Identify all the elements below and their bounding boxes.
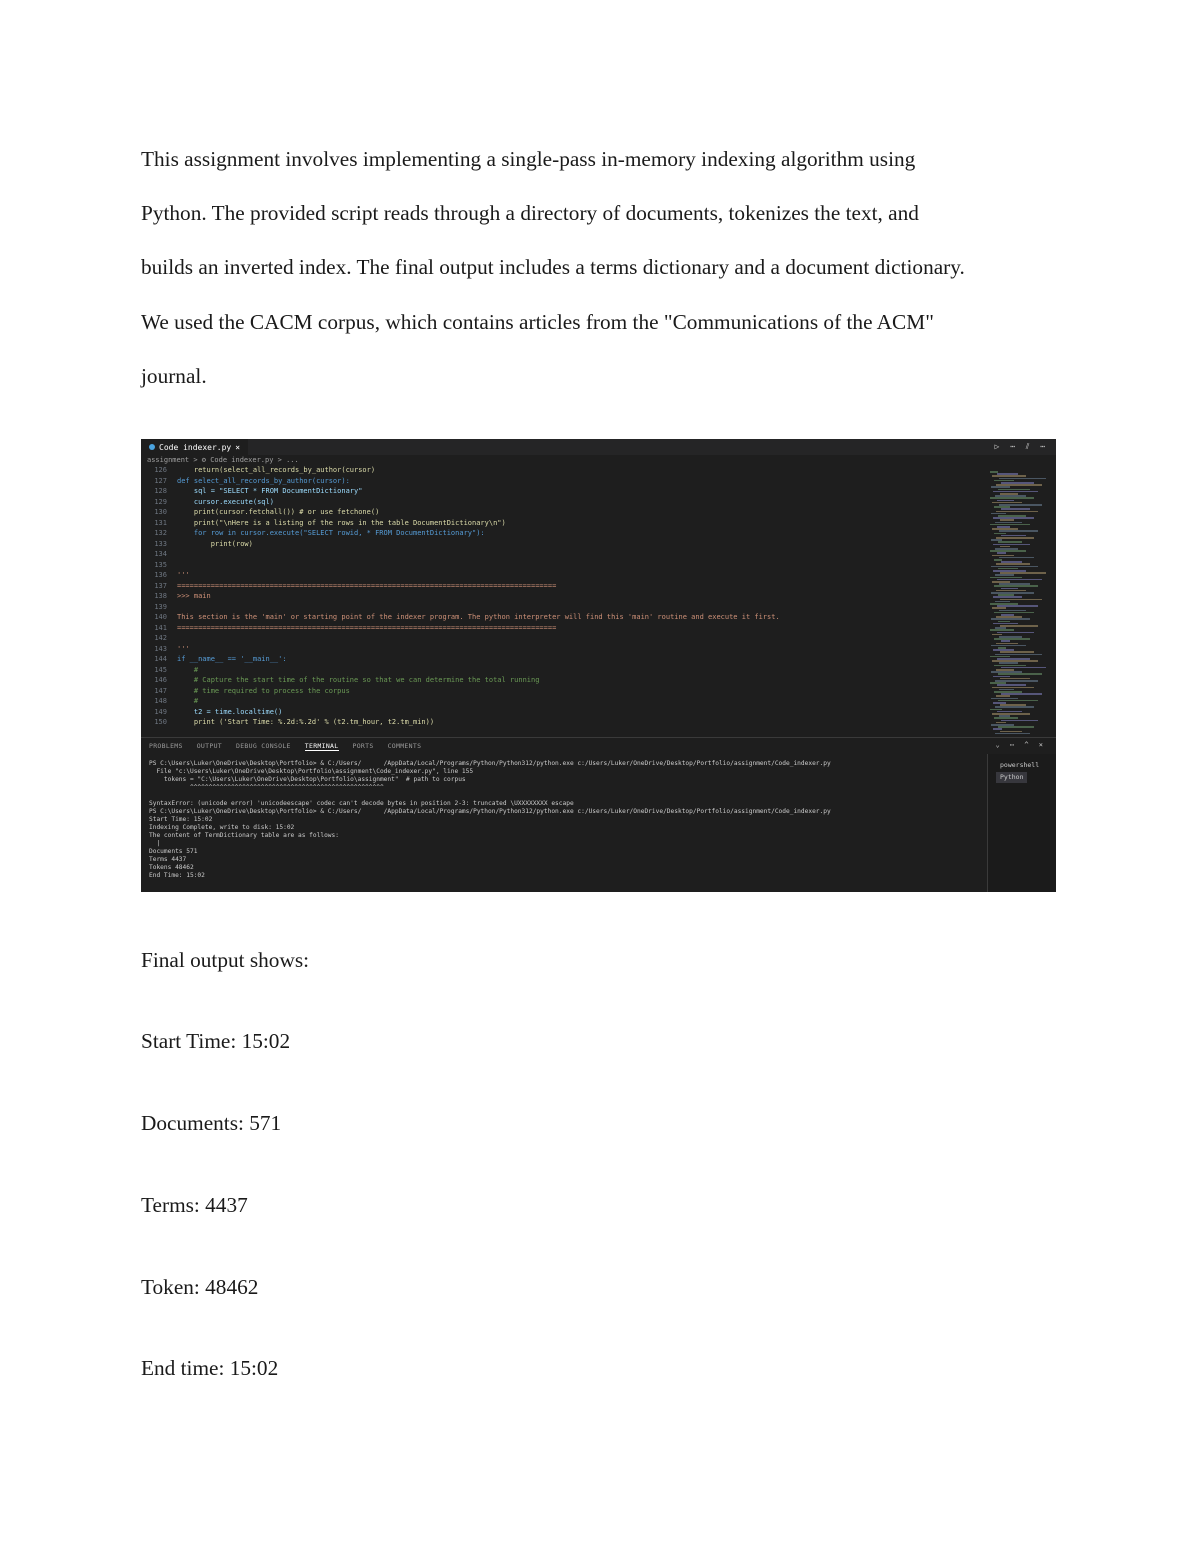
- code-line: print ('Start Time: %.2d:%.2d' % (t2.tm_hour, t2.tm_min)): [177, 718, 435, 726]
- terminal-item-python: Python: [996, 772, 1027, 783]
- line-number: 138: [154, 592, 167, 600]
- terminal-line: ^^^^^^^^^^^^^^^^^^^^^^^^^^^^^^^^^^^^^^^^^^^^^^^^^^^^: [149, 784, 384, 791]
- code-line: cursor.execute(sql): [177, 497, 274, 506]
- code-line: ''': [177, 644, 190, 653]
- line-number: 132: [154, 529, 167, 537]
- line-number: 140: [154, 613, 167, 621]
- minimap-line: [990, 524, 1030, 526]
- code-line: ''': [177, 571, 190, 579]
- line-number: 134: [154, 550, 167, 558]
- minimap-line: [993, 544, 1030, 546]
- panel-tab-output[interactable]: OUTPUT: [196, 742, 222, 750]
- panel-tab-problems[interactable]: PROBLEMS: [149, 742, 183, 750]
- code-line: This section is the 'main' or starting point of the indexer program. The python interpreter will find this 'main' routine and execute it first.: [177, 613, 780, 621]
- editor-tab-label: Code indexer.py: [159, 442, 232, 452]
- code-line: return(select_all_records_by_author(cursor): [177, 466, 376, 474]
- minimap-line: [999, 557, 1034, 559]
- panel-tabs: [149, 742, 421, 751]
- intro-paragraph: [141, 132, 1071, 403]
- minimap-line: [990, 550, 1026, 552]
- code-line: #: [177, 697, 199, 705]
- terminal-line: tokens = "C:\Users\Luker\OneDrive\Desktop\Portfolio\assignment" # path to corpus: [149, 776, 466, 783]
- minimap-line: [998, 726, 1034, 728]
- panel-tab-terminal[interactable]: TERMINAL: [304, 742, 339, 750]
- line-number: 130: [154, 508, 167, 516]
- minimap-line: [992, 713, 1030, 715]
- result-documents: Documents: 571: [141, 1111, 282, 1135]
- panel-tab-ports[interactable]: PORTS: [352, 742, 374, 750]
- code-line: t2 = time.localtime(): [177, 707, 283, 716]
- code-editor: [141, 465, 986, 737]
- terminal-output: [149, 760, 984, 890]
- minimap-line: [994, 612, 1034, 614]
- minimap-line: [995, 733, 1030, 735]
- code-line: print(cursor.fetchall()) # or use fetchone(): [177, 508, 380, 516]
- terminal-line: End Time: 15:02: [149, 872, 205, 879]
- minimap-line: [994, 638, 1030, 640]
- python-file-icon: [149, 444, 155, 450]
- terminal-line: Indexing Complete, write to disk: 15:02: [149, 824, 295, 831]
- line-number: 147: [154, 686, 167, 695]
- result-terms: Terms: 4437: [141, 1193, 248, 1217]
- intro-line: journal.: [141, 363, 207, 388]
- code-line: # Capture the start time of the routine so that we can determine the total running: [177, 676, 540, 684]
- terminal-line: Tokens 48462: [149, 864, 194, 871]
- intro-line: This assignment involves implementing a single-pass in-memory indexing algorithm using: [141, 147, 916, 171]
- terminal-line: Documents 571: [149, 848, 198, 855]
- panel-tab-debug-console[interactable]: DEBUG CONSOLE: [236, 742, 291, 750]
- close-icon: ×: [235, 442, 241, 452]
- terminal-line: File "c:\Users\Luker\OneDrive\Desktop\Portfolio\assignment\Code_indexer.py", line 155: [149, 768, 474, 775]
- terminal-line: SyntaxError: (unicode error) 'unicodeescape' codec can't decode bytes in position 2-3: truncated \UXXXXXXXX escape: [149, 800, 574, 807]
- line-number: 136: [154, 571, 167, 579]
- terminal-line: Start Time: 15:02: [149, 816, 213, 823]
- result-end-time: End time: 15:02: [141, 1356, 279, 1380]
- line-number: 133: [154, 539, 167, 548]
- terminal-line: PS C:\Users\Luker\OneDrive\Desktop\Portfolio> & C:/Users/ /AppData/Local/Programs/Python/Python312/python.exe c:/Users/Luker/OneDrive/Desktop/Portfolio/assignment/Code_indexer.py: [149, 808, 831, 815]
- vscode-screenshot: [141, 439, 1056, 892]
- code-line: >>> main: [177, 592, 211, 600]
- code-line: ==========================================================================================: [177, 581, 557, 590]
- code-line: print(row): [177, 539, 253, 548]
- minimap-line: [991, 645, 1026, 647]
- code-area: [177, 465, 987, 737]
- code-line: ==========================================================================================: [177, 623, 557, 632]
- line-number: 146: [154, 676, 167, 684]
- code-line: for row in cursor.execute("SELECT rowid, * FROM DocumentDictionary"):: [177, 529, 485, 537]
- result-start-time: Start Time: 15:02: [141, 1029, 291, 1053]
- line-number-gutter: [141, 465, 167, 737]
- code-line: print("\nHere is a listing of the rows in the table DocumentDictionary\n"): [177, 518, 506, 527]
- line-number: 131: [154, 518, 167, 527]
- terminal-item-powershell: powershell: [1000, 761, 1040, 769]
- terminal-panel: [141, 737, 1056, 892]
- line-number: 142: [154, 634, 167, 642]
- panel-tab-comments[interactable]: COMMENTS: [387, 742, 422, 750]
- code-line: #: [177, 665, 199, 674]
- breadcrumb: assignment > ⚙ Code indexer.py > ...: [147, 456, 299, 464]
- intro-line: We used the CACM corpus, which contains articles from the "Communications of the ACM": [141, 309, 934, 334]
- terminal-line: Terms 4437: [149, 856, 187, 863]
- terminal-line: The content of TermDictionary table are as follows:: [149, 832, 339, 839]
- panel-actions: ⌄ ⋯ ^ ×: [995, 741, 1046, 749]
- line-number: 150: [154, 718, 167, 726]
- line-number: 149: [154, 707, 167, 716]
- editor-tab: [141, 439, 248, 455]
- minimap-line: [991, 618, 1030, 620]
- editor-tab-bar: [141, 439, 1056, 455]
- line-number: 145: [154, 665, 167, 674]
- line-number: 143: [154, 644, 167, 653]
- intro-line: builds an inverted index. The final output includes a terms dictionary and a document dictionary.: [141, 255, 965, 280]
- line-number: 127: [154, 476, 167, 485]
- minimap-line: [997, 632, 1034, 634]
- line-number: 148: [154, 697, 167, 705]
- terminal-line: PS C:\Users\Luker\OneDrive\Desktop\Portfolio> & C:/Users/ /AppData/Local/Programs/Python/Python312/python.exe c:/Users/Luker/OneDrive/Desktop/Portfolio/assignment/Code_indexer.py: [149, 760, 831, 767]
- terminal-list: [987, 754, 1056, 892]
- result-token: Token: 48462: [141, 1275, 259, 1299]
- results-heading: Final output shows:: [141, 948, 310, 972]
- code-line: # time required to process the corpus: [177, 686, 350, 695]
- code-line: if __name__ == '__main__':: [177, 655, 287, 663]
- terminal-line: |: [149, 840, 161, 847]
- editor-actions: ▷ ⋯ ⫽ ⋯: [994, 442, 1048, 451]
- line-number: 135: [154, 560, 167, 569]
- minimap-line: [1001, 720, 1038, 722]
- line-number: 126: [154, 466, 167, 474]
- code-line: sql = "SELECT * FROM DocumentDictionary": [177, 487, 363, 495]
- minimap: [986, 465, 1056, 737]
- line-number: 141: [154, 623, 167, 632]
- intro-line: Python. The provided script reads through a directory of documents, tokenizes the text, and: [141, 201, 919, 226]
- line-number: 128: [154, 487, 167, 495]
- line-number: 137: [154, 581, 167, 590]
- line-number: 139: [154, 602, 167, 611]
- line-number: 144: [154, 655, 167, 663]
- code-line: def select_all_records_by_author(cursor):: [177, 476, 350, 485]
- line-number: 129: [154, 497, 167, 506]
